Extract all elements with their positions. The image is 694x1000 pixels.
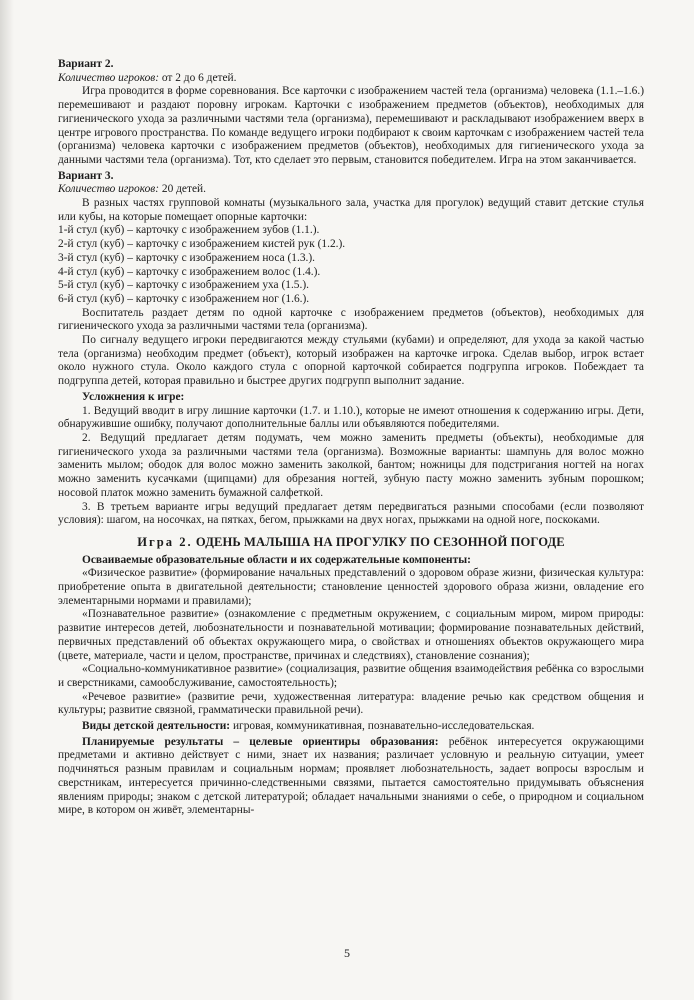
- complication-item-1: 1. Ведущий вводит в игру лишние карточки (1.7. и 1.10.), которые не имеют отношения к содержанию игры. Дети, обнаружившие ошибку, получают дополнительные баллы или объявляются победителями.: [58, 404, 644, 431]
- area-social: «Социально-коммуникативное развитие» (социализация, развитие общения взаимодействия ребёнка со взрослыми и сверстниками, самообслуживание, самостоятельность);: [58, 663, 644, 689]
- activities-line: [58, 720, 644, 734]
- variant-3-players-value: 20 детей.: [159, 183, 206, 196]
- variant-3-players-label: Количество игроков:: [58, 183, 160, 196]
- variant-2-players-label: Количество игроков:: [58, 71, 160, 84]
- variant-2-heading: Вариант 2.: [58, 58, 114, 70]
- complication-item-3: 3. В третьем варианте игры ведущий предлагает детям передвигаться разными способами (если позволяют условия): шагом, на носочках, на пятках, бегом, прыжками на двух ногах, прыжками на одной ноге, поскоками.: [58, 500, 644, 527]
- variant-3-intro: В разных частях групповой комнаты (музыкального зала, участка для прогулок) ведущий ставит детские стулья или кубы, на которые помещает опорные карточки:: [58, 197, 644, 223]
- variant-3-players: [58, 183, 644, 197]
- chair-item-3: 3-й стул (куб) – карточку с изображением носа (1.3.).: [58, 251, 316, 264]
- variant-3-heading: Вариант 3.: [58, 169, 114, 182]
- activities-label: Виды детской деятельности:: [82, 720, 231, 733]
- chair-item-1: 1-й стул (куб) – карточку с изображением зубов (1.1.).: [58, 224, 320, 237]
- chair-item-6: 6-й стул (куб) – карточку с изображением ног (1.6.).: [58, 292, 310, 305]
- game-2-title-text: ОДЕНЬ МАЛЫША НА ПРОГУЛКУ ПО СЕЗОННОЙ ПОГОДЕ: [192, 534, 565, 549]
- area-speech: «Речевое развитие» (развитие речи, художественная литература: владение речью как средством общения и культуры; развитие связной, грамматически правильной речи).: [58, 690, 644, 717]
- area-cognitive: «Познавательное развитие» (ознакомление с предметным окружением, с социальным миром, миром природы: развитие интересов детей, любознательности и познавательной мотивации; формирование познавательных действий, первичных представлений об объектах окружающего мира, о свойствах и отношениях объектов окружающего мира (цвете, материале, части и целом, пространстве, причинах и следствиях), становление сознания);: [58, 608, 644, 662]
- area-physical: «Физическое развитие» (формирование начальных представлений о здоровом образе жизни, физическая культура: приобретение опыта в двигательной деятельности; становление ценностей здорового образа жизни, овладение его элементарными нормами и правилами);: [58, 567, 644, 607]
- game-2-title-prefix: Игра 2.: [137, 534, 193, 549]
- results-paragraph: [58, 736, 644, 818]
- chair-item-5: 5-й стул (куб) – карточку с изображением уха (1.5.).: [58, 279, 309, 292]
- results-value: ребёнок интересуется окружающими предметами и активно действует с ними, знает их названия; различает условную и реальную ситуации, умеет подчиняться разным правилам и социальным нормам; проявляет любознательность, задает вопросы взрослым и сверстникам, интересуется причинно-следственными связями, пытается самостоятельно придумывать объяснения явлениям природы; знаком с детской литературой; обладает начальными знаниями о себе, о природном и социальном мире, в котором он живёт, элементарны-: [58, 735, 644, 817]
- game-2-title: [58, 536, 644, 550]
- variant-2-players: [58, 72, 644, 86]
- chair-item-2: 2-й стул (куб) – карточку с изображением кистей рук (1.2.).: [58, 238, 346, 251]
- complication-item-2: 2. Ведущий предлагает детям подумать, чем можно заменить предметы (объекты), необходимые для гигиенического ухода за различными частями тела (организма). Возможные варианты: шампунь для волос можно заменить мылом; ободок для волос можно заменить заколкой, бантом; ножницы для подстригания ногтей на ногах можно заменить кусачками (щипцами) для обрезания ногтей, зубную пасту можно заменить зубным порошком; носовой платок можно заменить бумажной салфеткой.: [58, 431, 644, 499]
- chair-item-4: 4-й стул (куб) – карточку с изображением волос (1.4.).: [58, 265, 321, 278]
- page-number: 5: [344, 946, 350, 960]
- variant-3-paragraph-2: Воспитатель раздает детям по одной карточке с изображением предметов (объектов), необходимых для гигиенического ухода за различными частями тела (организма).: [58, 306, 644, 333]
- areas-heading: Осваиваемые образовательные области и их содержательные компоненты:: [82, 553, 471, 566]
- variant-2-players-value: от 2 до 6 детей.: [159, 71, 237, 84]
- complications-heading: Усложнения к игре:: [82, 390, 185, 403]
- activities-value: игровая, коммуникативная, познавательно-исследовательская.: [230, 720, 535, 733]
- results-label: Планируемые результаты – целевые ориентиры образования:: [82, 735, 439, 748]
- variant-3-paragraph-3: По сигналу ведущего игроки передвигаются между стульями (кубами) и определяют, для ухода за какой частью тела (организма) необходим предмет (объект), который изображен на карточке игрока. Сделав выбор, игрок встает около нужного стула. Около каждого стула с опорной карточкой собирается подгруппа игроков. Побеждает та подгруппа детей, которая правильно и быстрее других подгрупп выполнит задание.: [58, 334, 644, 388]
- variant-2-paragraph: Игра проводится в форме соревнования. Все карточки с изображением частей тела (организма) человека (1.1.–1.6.) перемешивают и раздают поровну игрокам. Карточки с изображением предметов (объектов), необходимых для гигиенического ухода за различными частями тела (организма), перемешивают и раскладывают изображением вверх в центре игрового пространства. По команде ведущего игроки подбирают к своим карточкам с изображением частей тела (организма) человека карточки с изображением предметов (объектов), необходимых для гигиенического ухода за данными частями тела (организма). Тот, кто сделает это первым, становится победителем. Игра на этом заканчивается.: [58, 85, 644, 166]
